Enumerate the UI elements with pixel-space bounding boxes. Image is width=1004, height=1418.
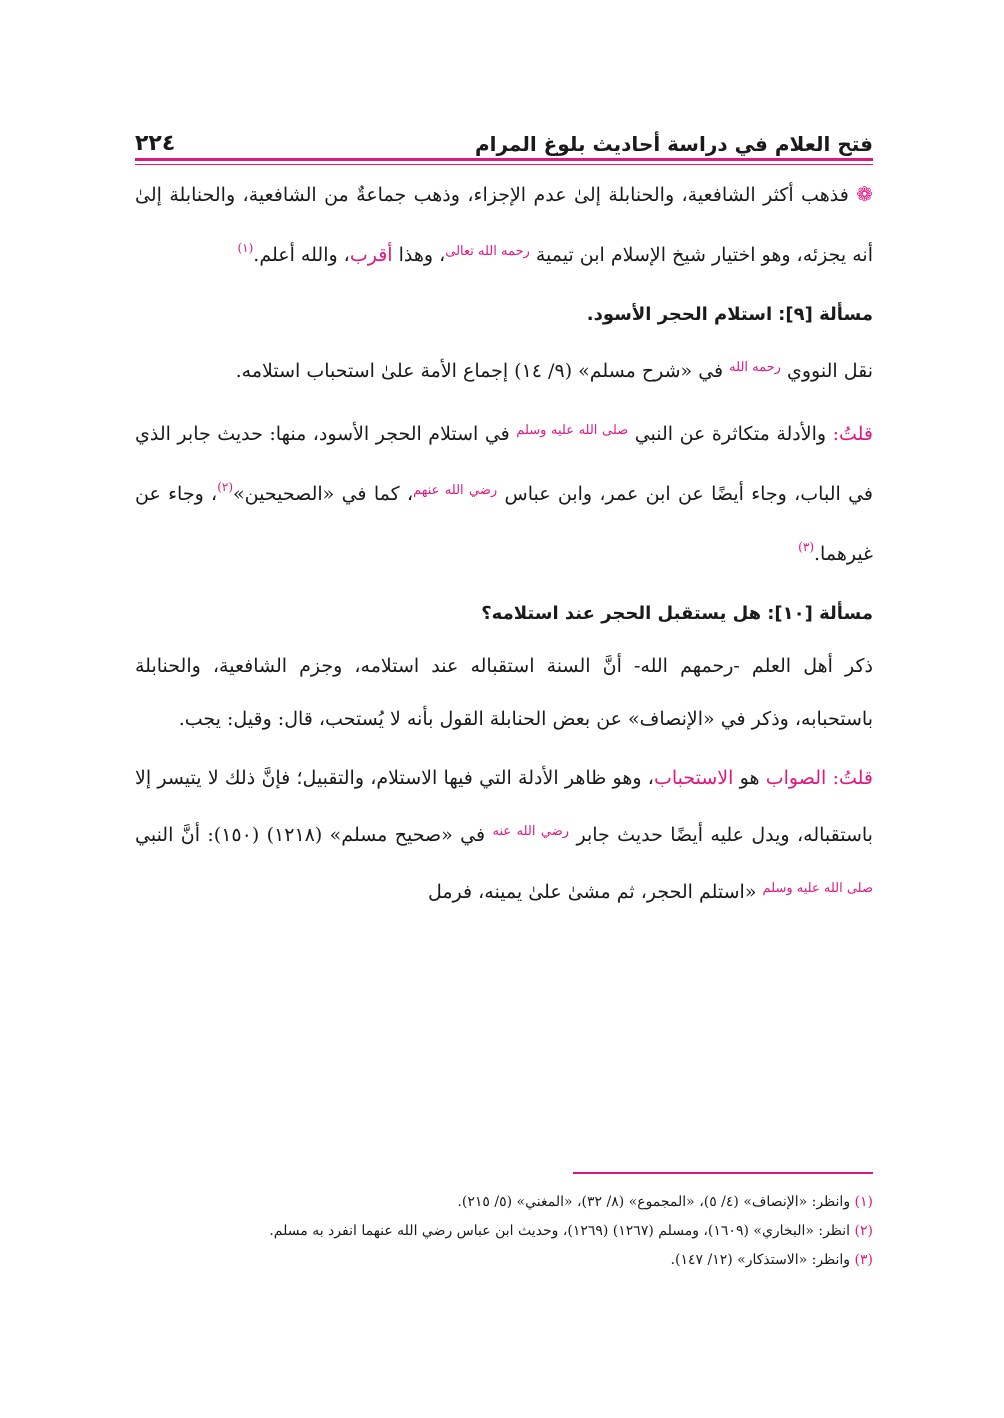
footnote-3-text: وانظر: «الاستذكار» (١٢/ ١٤٧). [670,1252,851,1268]
footnote-separator [573,1172,873,1174]
footnote-ref-2[interactable]: (٢) [217,480,234,494]
footnote-ref-1[interactable]: (١) [237,241,254,255]
page-number: ٢٢٤ [135,131,176,156]
flower-bullet-icon: ❁ [856,182,873,206]
para1-text-c: ، والله أعلم. [253,244,350,266]
para2-text-b: في «شرح مسلم» (٩/ ١٤) إجماع الأمة علىٰ استحباب استلامه. [235,360,724,382]
para3-text-a: والأدلة متكاثرة عن النبي [634,423,827,445]
paragraph-3 [135,404,873,581]
qultu-label-2: قلتُ: [832,767,873,789]
footnote-1-number: (١) [854,1194,873,1210]
honorific-rahimahullah: رحمه الله تعالى [445,244,530,259]
issue-10-heading [135,587,873,640]
main-text [135,168,873,919]
para1-text-a: فذهب أكثر الشافعية، والحنابلة إلىٰ عدم الإجزاء، وذهب جماعةٌ من الشافعية، والحنابلة إلىٰ أنه يجزئه، وهو اختيار شيخ الإسلام ابن تيمية [135,184,873,266]
footnote-1-text: وانظر: «الإنصاف» (٤/ ٥)، «المجموع» (٨/ ٣٢)، «المغني» (٥/ ٢١٥). [457,1194,851,1210]
honorific-radiallah-anhu: رضي الله عنه [492,824,570,839]
para1-text-b: ، وهذا [398,244,446,266]
footnote-2-number: (٢) [854,1223,873,1239]
paragraph-1 [135,168,873,282]
para3-text-b: في استلام الحجر الأسود، منها: حديث جابر الذي في الباب، وجاء أيضًا عن ابن عمر، وابن عباس [135,423,873,505]
header-rule-thin [135,164,873,165]
honorific-salla-allah: صلى الله عليه وسلم [516,423,629,438]
issue-10-label: مسألة [١٠]: [767,603,873,624]
footnote-2 [135,1217,873,1246]
footnote-3-number: (٣) [854,1252,873,1268]
highlight-aqrab: أقرب [349,244,393,266]
book-title: فتح العلام في دراسة أحاديث بلوغ المرام [474,132,873,156]
para4-text: ذكر أهل العلم -رحمهم الله- أنَّ السنة استقباله عند استلامه، وجزم الشافعية، والحنابلة باستحبابه، وذكر في «الإنصاف» عن بعض الحنابلة القول بأنه لا يُستحب، قال: وقيل: يجب. [135,655,873,730]
honorific-rahimahullah-2: رحمه الله [729,360,781,375]
footnotes [135,1188,873,1275]
paragraph-5 [135,752,873,919]
issue-9-title: استلام الحجر الأسود. [586,304,773,325]
honorific-radiallah-anhum: رضي الله عنهم [413,483,498,498]
para5-text-d: «استلم الحجر، ثم مشىٰ علىٰ يمينه، فرمل [427,881,757,903]
footnote-2-text: انظر: «البخاري» (١٦٠٩)، ومسلم (١٢٦٧) (١٢٦٩)، وحديث ابن عباس رضي الله عنهما انفرد به مسلم. [269,1223,851,1239]
issue-9-label: مسألة [٩]: [778,304,873,325]
highlight-sawab: الصواب [765,767,827,789]
header-rule-thick [135,158,873,161]
para3-text-c: ، كما في «الصحيحين» [233,483,414,505]
footnote-ref-3[interactable]: (٣) [798,540,814,554]
running-header [135,118,873,156]
honorific-salla-allah-2: صلى الله عليه وسلم [762,881,873,896]
footnote-1 [135,1188,873,1217]
issue-9-heading [135,288,873,341]
footnote-3 [135,1246,873,1275]
paragraph-2 [135,341,873,398]
para2-text-a: نقل النووي [787,360,873,382]
para3-text-d: ، وجاء عن غيرهما. [135,483,873,565]
qultu-label: قلتُ: [832,423,874,445]
para5-text-a: هو [739,767,760,789]
para5-text-c: في «صحيح مسلم» (١٢١٨) (١٥٠): أنَّ النبي [135,824,486,846]
paragraph-4 [135,640,873,746]
issue-10-title: هل يستقبل الحجر عند استلامه؟ [481,603,762,624]
para5-text-b: ، وهو ظاهر الأدلة التي فيها الاستلام، والتقبيل؛ فإنَّ ذلك لا يتيسر إلا باستقباله، ويدل عليه أيضًا حديث جابر [135,767,873,846]
highlight-istihbab: الاستحباب [653,767,734,789]
